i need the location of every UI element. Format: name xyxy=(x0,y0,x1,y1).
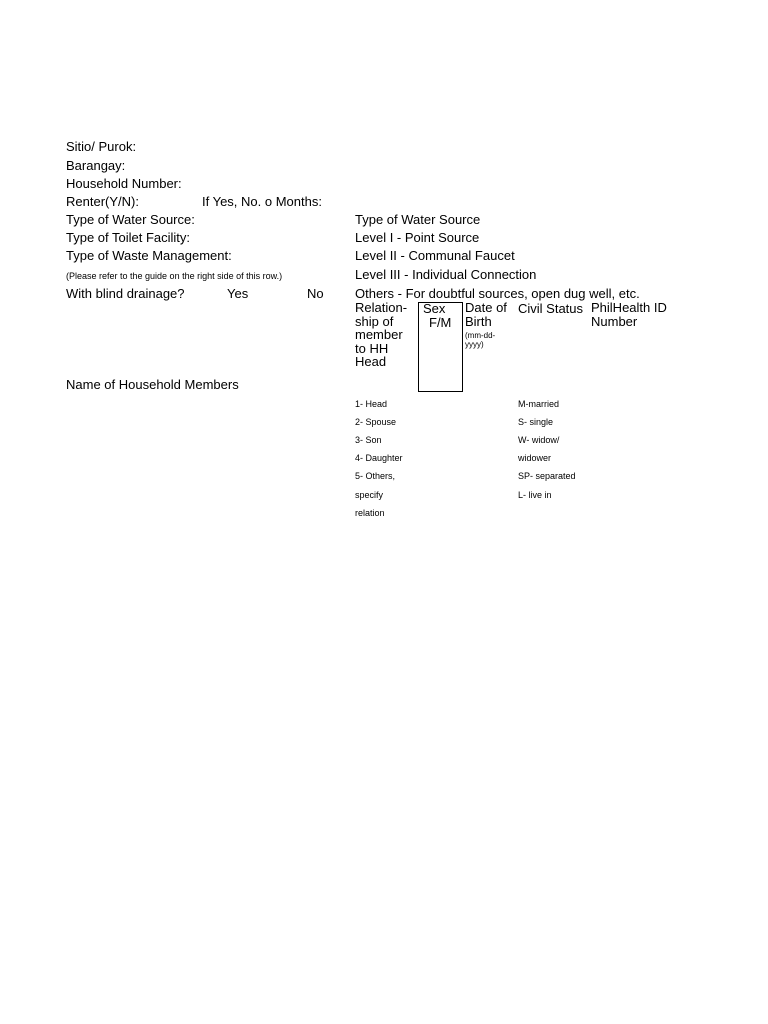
yes-option-label: Yes xyxy=(227,286,249,301)
sex-subheader: F/M xyxy=(429,315,452,330)
water-guide-level3: Level III - Individual Connection xyxy=(355,267,537,282)
sex-header: Sex xyxy=(423,301,446,316)
waste-management-label: Type of Waste Management: xyxy=(66,248,232,263)
relationship-code-item: 3- Son xyxy=(355,435,382,445)
dob-format-note: (mm-dd- yyyy) xyxy=(465,331,496,349)
guide-note: (Please refer to the guide on the right side of this row.) xyxy=(66,271,283,281)
water-source-label: Type of Water Source: xyxy=(66,212,195,227)
if-yes-months-label: If Yes, No. o Months: xyxy=(202,194,322,209)
household-members-label: Name of Household Members xyxy=(66,377,239,392)
household-number-label: Household Number: xyxy=(66,176,182,191)
barangay-label: Barangay: xyxy=(66,158,126,173)
relationship-code-item: specify xyxy=(355,490,384,500)
civil-status-code-item: S- single xyxy=(518,417,554,427)
dob-header: Date of Birth xyxy=(465,300,507,329)
civil-status-code-item: M-married xyxy=(518,399,560,409)
civil-status-header: Civil Status xyxy=(518,301,584,316)
relationship-code-item: 2- Spouse xyxy=(355,417,397,427)
toilet-facility-label: Type of Toilet Facility: xyxy=(66,230,191,245)
blind-drainage-label: With blind drainage? xyxy=(66,286,185,301)
civil-status-code-item: W- widow/ xyxy=(518,435,560,445)
water-guide-title: Type of Water Source xyxy=(355,212,481,227)
relationship-code-item: relation xyxy=(355,508,385,518)
sitio-label: Sitio/ Purok: xyxy=(66,139,137,154)
civil-status-code-item: SP- separated xyxy=(518,471,576,481)
civil-status-code-item: widower xyxy=(518,453,552,463)
relationship-code-item: 4- Daughter xyxy=(355,453,403,463)
water-guide-level1: Level I - Point Source xyxy=(355,230,480,245)
water-guide-others: Others - For doubtful sources, open dug well, etc. xyxy=(355,286,640,301)
philhealth-header: PhilHealth ID Number xyxy=(591,300,667,329)
civil-status-code-item: L- live in xyxy=(518,490,552,500)
no-option-label: No xyxy=(307,286,324,301)
relationship-code-item: 1- Head xyxy=(355,399,388,409)
relationship-header: Relation- ship of member to HH Head xyxy=(355,300,408,370)
water-guide-level2: Level II - Communal Faucet xyxy=(355,248,515,263)
renter-label: Renter(Y/N): xyxy=(66,194,139,209)
relationship-code-item: 5- Others, xyxy=(355,471,396,481)
